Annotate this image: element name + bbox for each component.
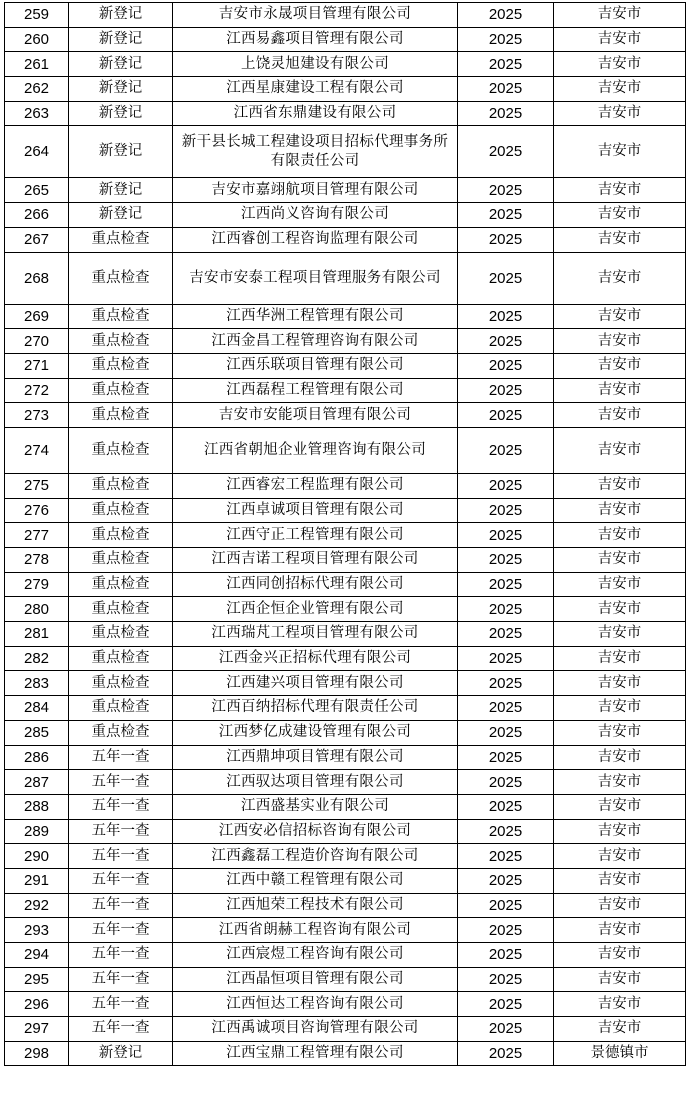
inspection-type-cell: 重点检查: [69, 646, 173, 671]
row-number-cell: 289: [5, 819, 69, 844]
row-number-cell: 265: [5, 178, 69, 203]
row-number-cell: 278: [5, 548, 69, 573]
company-name-cell: 江西省东鼎建设有限公司: [173, 101, 458, 126]
inspection-type-cell: 重点检查: [69, 572, 173, 597]
year-cell: 2025: [458, 770, 554, 795]
row-number-cell: 290: [5, 844, 69, 869]
year-cell: 2025: [458, 918, 554, 943]
table-row: [5, 3, 686, 28]
row-number-cell: 273: [5, 403, 69, 428]
city-cell: 吉安市: [554, 696, 686, 721]
table-row: [5, 523, 686, 548]
inspection-type-cell: 新登记: [69, 101, 173, 126]
inspection-type-cell: 五年一查: [69, 844, 173, 869]
city-cell: 吉安市: [554, 101, 686, 126]
row-number-cell: 291: [5, 868, 69, 893]
company-name-cell: 江西盛基实业有限公司: [173, 794, 458, 819]
row-number-cell: 266: [5, 203, 69, 228]
row-number-cell: 270: [5, 329, 69, 354]
table-row: [5, 378, 686, 403]
company-name-cell: 吉安市安能项目管理有限公司: [173, 403, 458, 428]
row-number-cell: 287: [5, 770, 69, 795]
table-row: [5, 819, 686, 844]
row-number-cell: 277: [5, 523, 69, 548]
year-cell: 2025: [458, 844, 554, 869]
inspection-type-cell: 重点检查: [69, 696, 173, 721]
city-cell: 吉安市: [554, 304, 686, 329]
table-row: [5, 473, 686, 498]
table-row: [5, 893, 686, 918]
city-cell: 吉安市: [554, 3, 686, 28]
inspection-type-cell: 重点检查: [69, 378, 173, 403]
inspection-type-cell: 新登记: [69, 27, 173, 52]
row-number-cell: 275: [5, 473, 69, 498]
table-row: [5, 52, 686, 77]
table-row: [5, 126, 686, 178]
inspection-type-cell: 重点检查: [69, 720, 173, 745]
table-row: [5, 868, 686, 893]
inspection-type-cell: 五年一查: [69, 745, 173, 770]
company-name-cell: 江西守正工程管理有限公司: [173, 523, 458, 548]
company-name-cell: 江西企恒企业管理有限公司: [173, 597, 458, 622]
company-name-cell: 江西省朝旭企业管理咨询有限公司: [173, 427, 458, 473]
table-row: [5, 1017, 686, 1042]
company-name-cell: 江西中赣工程管理有限公司: [173, 868, 458, 893]
inspection-type-cell: 重点检查: [69, 329, 173, 354]
year-cell: 2025: [458, 126, 554, 178]
company-name-cell: 江西鼎坤项目管理有限公司: [173, 745, 458, 770]
table-row: [5, 178, 686, 203]
inspection-list-table: [4, 2, 686, 1066]
year-cell: 2025: [458, 353, 554, 378]
company-name-cell: 江西磊程工程管理有限公司: [173, 378, 458, 403]
table-row: [5, 770, 686, 795]
row-number-cell: 267: [5, 227, 69, 252]
city-cell: 景德镇市: [554, 1041, 686, 1066]
city-cell: 吉安市: [554, 967, 686, 992]
row-number-cell: 262: [5, 77, 69, 102]
year-cell: 2025: [458, 378, 554, 403]
inspection-type-cell: 重点检查: [69, 427, 173, 473]
row-number-cell: 281: [5, 622, 69, 647]
city-cell: 吉安市: [554, 844, 686, 869]
table-row: [5, 101, 686, 126]
table-row: [5, 227, 686, 252]
company-name-cell: 江西瑞芃工程项目管理有限公司: [173, 622, 458, 647]
year-cell: 2025: [458, 52, 554, 77]
company-name-cell: 江西晶恒项目管理有限公司: [173, 967, 458, 992]
inspection-type-cell: 五年一查: [69, 819, 173, 844]
inspection-type-cell: 新登记: [69, 1041, 173, 1066]
year-cell: 2025: [458, 720, 554, 745]
year-cell: 2025: [458, 403, 554, 428]
year-cell: 2025: [458, 227, 554, 252]
row-number-cell: 292: [5, 893, 69, 918]
table-row: [5, 27, 686, 52]
company-name-cell: 上饶灵旭建设有限公司: [173, 52, 458, 77]
city-cell: 吉安市: [554, 868, 686, 893]
inspection-type-cell: 重点检查: [69, 304, 173, 329]
year-cell: 2025: [458, 77, 554, 102]
table-body: [5, 3, 686, 1066]
city-cell: 吉安市: [554, 646, 686, 671]
company-name-cell: 江西睿创工程咨询监理有限公司: [173, 227, 458, 252]
row-number-cell: 293: [5, 918, 69, 943]
row-number-cell: 280: [5, 597, 69, 622]
city-cell: 吉安市: [554, 1017, 686, 1042]
year-cell: 2025: [458, 304, 554, 329]
table-row: [5, 671, 686, 696]
year-cell: 2025: [458, 671, 554, 696]
table-row: [5, 403, 686, 428]
company-name-cell: 江西宸煜工程咨询有限公司: [173, 943, 458, 968]
year-cell: 2025: [458, 498, 554, 523]
city-cell: 吉安市: [554, 597, 686, 622]
company-name-cell: 江西金兴正招标代理有限公司: [173, 646, 458, 671]
table-row: [5, 745, 686, 770]
company-name-cell: 新干县长城工程建设项目招标代理事务所有限责任公司: [173, 126, 458, 178]
year-cell: 2025: [458, 1041, 554, 1066]
city-cell: 吉安市: [554, 498, 686, 523]
city-cell: 吉安市: [554, 918, 686, 943]
year-cell: 2025: [458, 572, 554, 597]
table-row: [5, 1041, 686, 1066]
inspection-type-cell: 重点检查: [69, 498, 173, 523]
inspection-type-cell: 五年一查: [69, 794, 173, 819]
year-cell: 2025: [458, 27, 554, 52]
year-cell: 2025: [458, 523, 554, 548]
table-row: [5, 77, 686, 102]
row-number-cell: 286: [5, 745, 69, 770]
inspection-type-cell: 重点检查: [69, 671, 173, 696]
city-cell: 吉安市: [554, 572, 686, 597]
city-cell: 吉安市: [554, 178, 686, 203]
year-cell: 2025: [458, 427, 554, 473]
year-cell: 2025: [458, 597, 554, 622]
company-name-cell: 江西驭达项目管理有限公司: [173, 770, 458, 795]
company-name-cell: 江西吉诺工程项目管理有限公司: [173, 548, 458, 573]
city-cell: 吉安市: [554, 523, 686, 548]
inspection-type-cell: 新登记: [69, 77, 173, 102]
year-cell: 2025: [458, 943, 554, 968]
company-name-cell: 吉安市永晟项目管理有限公司: [173, 3, 458, 28]
city-cell: 吉安市: [554, 943, 686, 968]
company-name-cell: 吉安市安泰工程项目管理服务有限公司: [173, 252, 458, 304]
company-name-cell: 江西金昌工程管理咨询有限公司: [173, 329, 458, 354]
table-row: [5, 967, 686, 992]
row-number-cell: 296: [5, 992, 69, 1017]
city-cell: 吉安市: [554, 403, 686, 428]
city-cell: 吉安市: [554, 794, 686, 819]
row-number-cell: 259: [5, 3, 69, 28]
table-row: [5, 943, 686, 968]
table-row: [5, 203, 686, 228]
city-cell: 吉安市: [554, 745, 686, 770]
inspection-type-cell: 重点检查: [69, 597, 173, 622]
year-cell: 2025: [458, 794, 554, 819]
table-row: [5, 646, 686, 671]
year-cell: 2025: [458, 1017, 554, 1042]
table-row: [5, 252, 686, 304]
row-number-cell: 274: [5, 427, 69, 473]
row-number-cell: 269: [5, 304, 69, 329]
year-cell: 2025: [458, 178, 554, 203]
company-name-cell: 江西星康建设工程有限公司: [173, 77, 458, 102]
city-cell: 吉安市: [554, 52, 686, 77]
city-cell: 吉安市: [554, 770, 686, 795]
table-row: [5, 992, 686, 1017]
year-cell: 2025: [458, 329, 554, 354]
year-cell: 2025: [458, 819, 554, 844]
inspection-type-cell: 新登记: [69, 52, 173, 77]
row-number-cell: 297: [5, 1017, 69, 1042]
table-row: [5, 329, 686, 354]
city-cell: 吉安市: [554, 353, 686, 378]
city-cell: 吉安市: [554, 378, 686, 403]
inspection-type-cell: 五年一查: [69, 967, 173, 992]
company-name-cell: 吉安市嘉翊航项目管理有限公司: [173, 178, 458, 203]
inspection-type-cell: 新登记: [69, 126, 173, 178]
inspection-type-cell: 重点检查: [69, 227, 173, 252]
company-name-cell: 江西鑫磊工程造价咨询有限公司: [173, 844, 458, 869]
city-cell: 吉安市: [554, 819, 686, 844]
row-number-cell: 260: [5, 27, 69, 52]
city-cell: 吉安市: [554, 473, 686, 498]
company-name-cell: 江西禹诚项目咨询管理有限公司: [173, 1017, 458, 1042]
company-name-cell: 江西安必信招标咨询有限公司: [173, 819, 458, 844]
company-name-cell: 江西旭荣工程技术有限公司: [173, 893, 458, 918]
inspection-type-cell: 重点检查: [69, 523, 173, 548]
year-cell: 2025: [458, 622, 554, 647]
row-number-cell: 264: [5, 126, 69, 178]
year-cell: 2025: [458, 3, 554, 28]
table-row: [5, 794, 686, 819]
table-row: [5, 696, 686, 721]
inspection-type-cell: 五年一查: [69, 992, 173, 1017]
inspection-type-cell: 五年一查: [69, 868, 173, 893]
inspection-type-cell: 五年一查: [69, 918, 173, 943]
inspection-type-cell: 五年一查: [69, 1017, 173, 1042]
table-row: [5, 304, 686, 329]
city-cell: 吉安市: [554, 622, 686, 647]
inspection-type-cell: 五年一查: [69, 893, 173, 918]
city-cell: 吉安市: [554, 720, 686, 745]
company-name-cell: 江西睿宏工程监理有限公司: [173, 473, 458, 498]
city-cell: 吉安市: [554, 27, 686, 52]
inspection-type-cell: 五年一查: [69, 770, 173, 795]
city-cell: 吉安市: [554, 126, 686, 178]
row-number-cell: 261: [5, 52, 69, 77]
row-number-cell: 271: [5, 353, 69, 378]
city-cell: 吉安市: [554, 77, 686, 102]
year-cell: 2025: [458, 696, 554, 721]
table-row: [5, 918, 686, 943]
company-name-cell: 江西百纳招标代理有限责任公司: [173, 696, 458, 721]
company-name-cell: 江西乐联项目管理有限公司: [173, 353, 458, 378]
company-name-cell: 江西尚义咨询有限公司: [173, 203, 458, 228]
row-number-cell: 279: [5, 572, 69, 597]
city-cell: 吉安市: [554, 671, 686, 696]
company-name-cell: 江西易鑫项目管理有限公司: [173, 27, 458, 52]
city-cell: 吉安市: [554, 227, 686, 252]
row-number-cell: 294: [5, 943, 69, 968]
table-row: [5, 353, 686, 378]
table-row: [5, 622, 686, 647]
row-number-cell: 284: [5, 696, 69, 721]
row-number-cell: 268: [5, 252, 69, 304]
year-cell: 2025: [458, 101, 554, 126]
table-row: [5, 720, 686, 745]
year-cell: 2025: [458, 252, 554, 304]
year-cell: 2025: [458, 967, 554, 992]
city-cell: 吉安市: [554, 548, 686, 573]
row-number-cell: 288: [5, 794, 69, 819]
inspection-type-cell: 新登记: [69, 178, 173, 203]
inspection-type-cell: 重点检查: [69, 403, 173, 428]
company-name-cell: 江西梦亿成建设管理有限公司: [173, 720, 458, 745]
table-row: [5, 427, 686, 473]
city-cell: 吉安市: [554, 252, 686, 304]
year-cell: 2025: [458, 203, 554, 228]
city-cell: 吉安市: [554, 203, 686, 228]
inspection-type-cell: 重点检查: [69, 252, 173, 304]
year-cell: 2025: [458, 473, 554, 498]
year-cell: 2025: [458, 548, 554, 573]
company-name-cell: 江西建兴项目管理有限公司: [173, 671, 458, 696]
year-cell: 2025: [458, 893, 554, 918]
inspection-type-cell: 重点检查: [69, 353, 173, 378]
company-name-cell: 江西宝鼎工程管理有限公司: [173, 1041, 458, 1066]
table-row: [5, 572, 686, 597]
city-cell: 吉安市: [554, 893, 686, 918]
year-cell: 2025: [458, 745, 554, 770]
company-name-cell: 江西同创招标代理有限公司: [173, 572, 458, 597]
row-number-cell: 263: [5, 101, 69, 126]
table-row: [5, 548, 686, 573]
row-number-cell: 283: [5, 671, 69, 696]
table-row: [5, 498, 686, 523]
row-number-cell: 298: [5, 1041, 69, 1066]
table-row: [5, 597, 686, 622]
inspection-type-cell: 重点检查: [69, 548, 173, 573]
year-cell: 2025: [458, 868, 554, 893]
row-number-cell: 276: [5, 498, 69, 523]
row-number-cell: 282: [5, 646, 69, 671]
inspection-type-cell: 重点检查: [69, 622, 173, 647]
row-number-cell: 295: [5, 967, 69, 992]
year-cell: 2025: [458, 992, 554, 1017]
city-cell: 吉安市: [554, 427, 686, 473]
year-cell: 2025: [458, 646, 554, 671]
table-row: [5, 844, 686, 869]
company-name-cell: 江西华洲工程管理有限公司: [173, 304, 458, 329]
company-name-cell: 江西省朗赫工程咨询有限公司: [173, 918, 458, 943]
inspection-type-cell: 新登记: [69, 203, 173, 228]
city-cell: 吉安市: [554, 329, 686, 354]
inspection-type-cell: 五年一查: [69, 943, 173, 968]
row-number-cell: 272: [5, 378, 69, 403]
city-cell: 吉安市: [554, 992, 686, 1017]
row-number-cell: 285: [5, 720, 69, 745]
inspection-type-cell: 重点检查: [69, 473, 173, 498]
company-name-cell: 江西恒达工程咨询有限公司: [173, 992, 458, 1017]
company-name-cell: 江西卓诚项目管理有限公司: [173, 498, 458, 523]
inspection-type-cell: 新登记: [69, 3, 173, 28]
